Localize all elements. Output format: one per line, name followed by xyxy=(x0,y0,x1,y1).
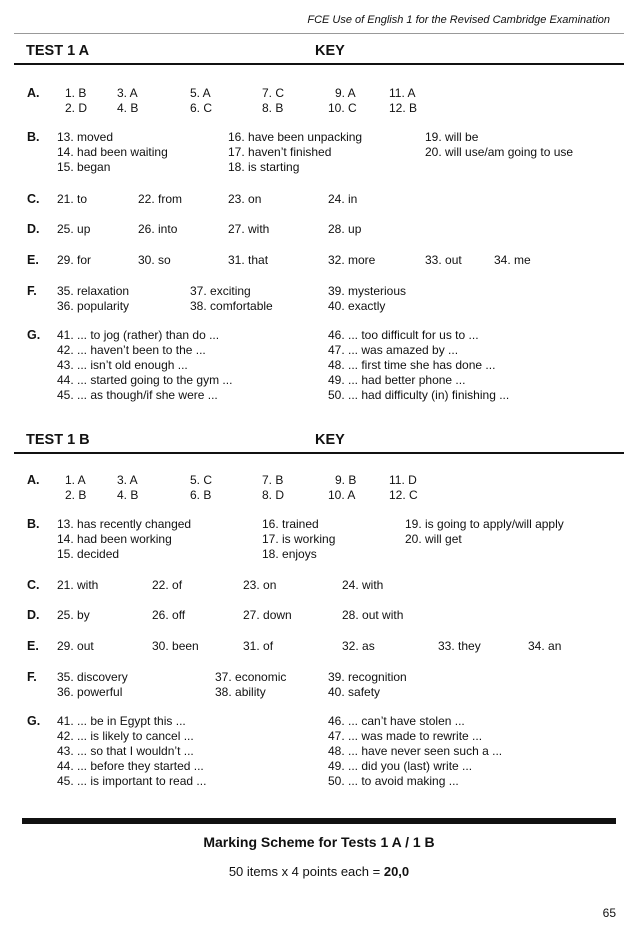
answer-item: 27. with xyxy=(228,222,270,236)
answer-item: 15. decided xyxy=(57,547,120,561)
answer-item: 5. A xyxy=(190,86,211,100)
answer-item: 26. off xyxy=(152,608,186,622)
marking-scheme-total: 20,0 xyxy=(383,864,410,879)
answer-item: 19. will be xyxy=(425,130,479,144)
section-label-c: C. xyxy=(27,192,40,206)
answer-item: 22. from xyxy=(138,192,183,206)
answer-item: 20. will get xyxy=(405,532,462,546)
answer-item: 33. they xyxy=(438,639,481,653)
answer-item: 6. B xyxy=(190,488,212,502)
answer-item: 25. up xyxy=(57,222,91,236)
answer-item: 37. exciting xyxy=(190,284,251,298)
answer-item: 23. on xyxy=(228,192,262,206)
answer-item: 23. on xyxy=(243,578,277,592)
section-label-b: B. xyxy=(27,130,40,144)
answer-item: 26. into xyxy=(138,222,178,236)
answer-item: 48. ... first time she has done ... xyxy=(328,358,496,372)
answer-item: 28. up xyxy=(328,222,362,236)
answer-item: 46. ... can’t have stolen ... xyxy=(328,714,465,728)
answer-item: 2. D xyxy=(65,101,88,115)
answer-item: 35. relaxation xyxy=(57,284,130,298)
answer-item: 49. ... did you (last) write ... xyxy=(328,759,473,773)
answer-item: 12. B xyxy=(389,101,418,115)
answer-item: 43. ... so that I wouldn’t ... xyxy=(57,744,194,758)
answer-item: 41. ... be in Egypt this ... xyxy=(57,714,186,728)
page-number: 65 xyxy=(602,906,616,920)
answer-item: 24. with xyxy=(342,578,384,592)
answer-item: 36. popularity xyxy=(57,299,130,313)
answer-item: 36. powerful xyxy=(57,685,123,699)
answer-item: 46. ... too difficult for us to ... xyxy=(328,328,479,342)
answer-item: 21. with xyxy=(57,578,99,592)
answer-item: 17. haven’t finished xyxy=(228,145,332,159)
section-label-c: C. xyxy=(27,578,40,592)
section-label-a: A. xyxy=(27,86,40,100)
answer-item: 38. ability xyxy=(215,685,266,699)
answer-item: 47. ... was amazed by ... xyxy=(328,343,459,357)
answer-item: 45. ... is important to read ... xyxy=(57,774,207,788)
section-label-e: E. xyxy=(27,639,39,653)
answer-item: 10. A xyxy=(328,488,356,502)
answer-item: 39. mysterious xyxy=(328,284,407,298)
answer-item: 18. is starting xyxy=(228,160,300,174)
answer-item: 18. enjoys xyxy=(262,547,317,561)
answer-item: 35. discovery xyxy=(57,670,128,684)
answer-item: 9. B xyxy=(335,473,357,487)
answer-item: 39. recognition xyxy=(328,670,407,684)
answer-item: 50. ... to avoid making ... xyxy=(328,774,459,788)
answer-item: 6. C xyxy=(190,101,213,115)
answer-item: 10. C xyxy=(328,101,357,115)
answer-item: 4. B xyxy=(117,488,139,502)
answer-item: 50. ... had difficulty (in) finishing ... xyxy=(328,388,510,402)
answer-item: 31. of xyxy=(243,639,274,653)
answer-item: 37. economic xyxy=(215,670,287,684)
answer-item: 1. B xyxy=(65,86,87,100)
answer-item: 34. an xyxy=(528,639,562,653)
section-label-g: G. xyxy=(27,328,41,342)
marking-scheme-formula: 50 items x 4 points each = xyxy=(228,864,384,879)
answer-item: 49. ... had better phone ... xyxy=(328,373,466,387)
test-1a-key-label: KEY xyxy=(315,43,345,59)
answer-item: 41. ... to jog (rather) than do ... xyxy=(57,328,220,342)
answer-item: 33. out xyxy=(425,253,462,267)
answer-item: 47. ... was made to rewrite ... xyxy=(328,729,483,743)
answer-item: 22. of xyxy=(152,578,183,592)
answer-item: 31. that xyxy=(228,253,269,267)
answer-item: 11. D xyxy=(389,473,417,487)
section-label-g: G. xyxy=(27,714,41,728)
marking-scheme-bar xyxy=(22,818,616,824)
answer-item: 3. A xyxy=(117,86,138,100)
answer-item: 9. A xyxy=(335,86,356,100)
answer-item: 30. been xyxy=(152,639,199,653)
answer-item: 42. ... haven’t been to the ... xyxy=(57,343,206,357)
section-label-a: A. xyxy=(27,473,40,487)
section-label-e: E. xyxy=(27,253,39,267)
answer-item: 2. B xyxy=(65,488,87,502)
answer-item: 14. had been working xyxy=(57,532,172,546)
header-rule xyxy=(14,33,624,34)
answer-item: 13. moved xyxy=(57,130,114,144)
test-1b-key-label: KEY xyxy=(315,432,345,448)
answer-item: 40. exactly xyxy=(328,299,386,313)
answer-item: 38. comfortable xyxy=(190,299,273,313)
answer-item: 32. more xyxy=(328,253,376,267)
answer-item: 16. have been unpacking xyxy=(228,130,363,144)
answer-item: 48. ... have never seen such a ... xyxy=(328,744,503,758)
answer-item: 11. A xyxy=(389,86,416,100)
section-label-b: B. xyxy=(27,517,40,531)
answer-item: 17. is working xyxy=(262,532,336,546)
test-1a-rule xyxy=(14,63,624,65)
answer-item: 8. D xyxy=(262,488,285,502)
answer-item: 14. had been waiting xyxy=(57,145,168,159)
answer-item: 43. ... isn’t old enough ... xyxy=(57,358,188,372)
section-label-d: D. xyxy=(27,608,40,622)
answer-item: 20. will use/am going to use xyxy=(425,145,574,159)
answer-item: 29. for xyxy=(57,253,92,267)
answer-item: 4. B xyxy=(117,101,139,115)
answer-item: 8. B xyxy=(262,101,284,115)
answer-item: 5. C xyxy=(190,473,213,487)
answer-item: 1. A xyxy=(65,473,86,487)
answer-item: 44. ... started going to the gym ... xyxy=(57,373,233,387)
section-label-f: F. xyxy=(27,284,37,298)
answer-item: 42. ... is likely to cancel ... xyxy=(57,729,194,743)
answer-item: 34. me xyxy=(494,253,531,267)
answer-item: 24. in xyxy=(328,192,358,206)
answer-item: 21. to xyxy=(57,192,88,206)
answer-item: 27. down xyxy=(243,608,292,622)
section-label-f: F. xyxy=(27,670,37,684)
answer-item: 7. B xyxy=(262,473,284,487)
answer-item: 45. ... as though/if she were ... xyxy=(57,388,218,402)
marking-scheme-title: Marking Scheme for Tests 1 A / 1 B xyxy=(203,834,435,850)
answer-item: 3. A xyxy=(117,473,138,487)
answer-item: 13. has recently changed xyxy=(57,517,192,531)
marking-scheme-text xyxy=(0,864,638,879)
test-1b-rule xyxy=(14,452,624,454)
answer-item: 30. so xyxy=(138,253,171,267)
answer-item: 29. out xyxy=(57,639,94,653)
test-1b-title: TEST 1 B xyxy=(26,432,90,448)
section-label-d: D. xyxy=(27,222,40,236)
test-1a-title: TEST 1 A xyxy=(26,43,90,59)
answer-item: 44. ... before they started ... xyxy=(57,759,204,773)
answer-item: 7. C xyxy=(262,86,285,100)
answer-item: 28. out with xyxy=(342,608,404,622)
answer-item: 25. by xyxy=(57,608,90,622)
answer-item: 19. is going to apply/will apply xyxy=(405,517,564,531)
answer-item: 15. began xyxy=(57,160,111,174)
answer-item: 12. C xyxy=(389,488,418,502)
running-header: FCE Use of English 1 for the Revised Cambridge Examination xyxy=(307,14,610,26)
answer-item: 40. safety xyxy=(328,685,381,699)
answer-item: 16. trained xyxy=(262,517,319,531)
answer-item: 32. as xyxy=(342,639,375,653)
